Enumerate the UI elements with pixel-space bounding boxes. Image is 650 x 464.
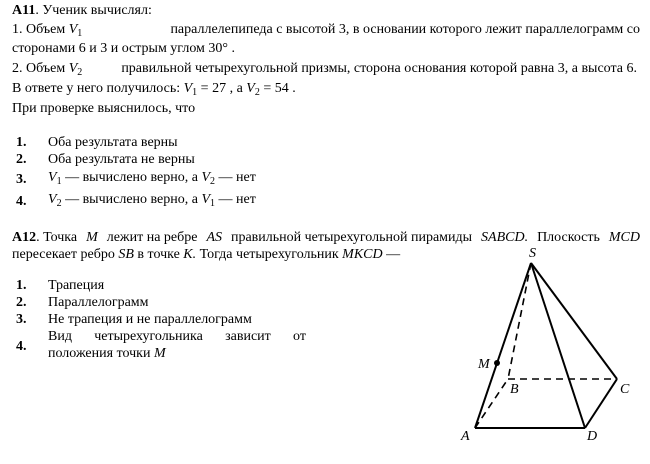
a12-line1: A12. Точка M лежит на ребре AS правильной четырехугольной пирамиды SABCD. Плоскость MCD (12, 230, 640, 245)
a11-option1-text: Оба результата верны (48, 135, 178, 150)
edge-DC (585, 379, 617, 428)
a11-option2-text: Оба результата не верны (48, 152, 195, 167)
a11-option3-text: $V_1$ — вычислено верно, а $V_2$ — нет (48, 170, 256, 187)
a12-number: A12 (12, 230, 37, 245)
label-C: C (620, 382, 630, 397)
edge-SD (531, 263, 585, 428)
label-M: M (478, 357, 490, 372)
a11-option4-text: $V_2$ — вычислено верно, а $V_1$ — нет (48, 192, 256, 209)
point-M (494, 360, 500, 366)
a11-item1-b: параллелепипеда с высотой 3, в основании которого лежит параллелограмм со (170, 22, 640, 37)
a12-option2-text: Параллелограмм (48, 295, 149, 310)
a11-item2-b: правильной четырехугольной призмы, сторона основания которой равна 3, а высота 6. (121, 61, 637, 76)
a12-line2: пересекает ребро SB в точке K. Тогда четырехугольник MKCD — (12, 247, 401, 262)
a11-item1-line2: сторонами 6 и 3 и острым углом 30° . (12, 41, 236, 56)
edge-AB-hidden (475, 379, 508, 428)
a12-option4-line2: положения точки M (48, 346, 166, 361)
label-A: A (461, 429, 470, 444)
a12-option3-number: 3. (16, 312, 27, 327)
a12-option1-number: 1. (16, 278, 27, 293)
label-S: S (529, 246, 536, 261)
a11-answer: В ответе у него получилось: $V_1 = 27$ , а $V_2 = 54$ . (12, 81, 296, 98)
a11-intro: . Ученик вычислял: (35, 3, 152, 18)
a12-option2-number: 2. (16, 295, 27, 310)
edge-SA (475, 263, 531, 428)
a11-option4-number: 4. (16, 194, 27, 209)
a12-option4-line1: Вид четырехугольника зависит от (48, 329, 306, 344)
label-D: D (587, 429, 598, 444)
a11-item2-a: 2. Объем $V_2$ (12, 61, 83, 78)
label-B: B (510, 382, 519, 397)
a11-option3-number: 3. (16, 172, 27, 187)
a12-option4-number: 4. (16, 339, 27, 354)
edge-SC (531, 263, 617, 379)
a11-check: При проверке выяснилось, что (12, 101, 196, 116)
a12-option3-text: Не трапеция и не параллелограмм (48, 312, 252, 327)
a11-option1-number: 1. (16, 135, 27, 150)
a11-option2-number: 2. (16, 152, 27, 167)
a11-item1-a: 1. Объем $V_1$ (12, 22, 83, 39)
a12-option1-text: Трапеция (48, 278, 105, 293)
a11-number: A11 (12, 3, 36, 18)
